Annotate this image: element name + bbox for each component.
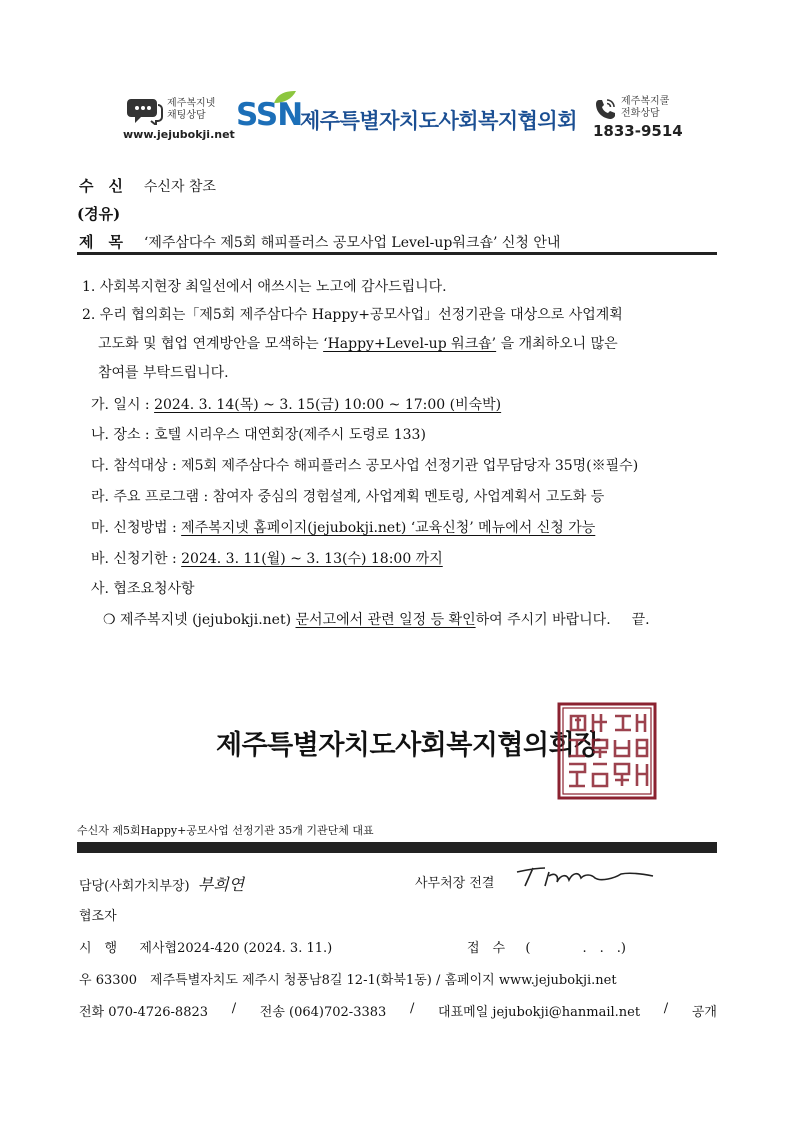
paragraph-1: 1. 사회복지현장 최일선에서 애쓰시는 노고에 감사드립니다. (82, 279, 447, 295)
recipient-label: 수 신 (79, 177, 123, 195)
via-label: (경유) (77, 205, 121, 223)
header-org-name: 제주특별자치도사회복지협의회 (300, 109, 578, 133)
enforce-label: 시 행 (79, 941, 118, 956)
separator: / (409, 1001, 415, 1016)
receipt-label: 접 수 (467, 941, 506, 956)
item-ba-deadline (91, 548, 443, 568)
paragraph-2-line2 (98, 333, 618, 353)
email[interactable]: 대표메일 jejubokji@hanmail.net (438, 1005, 641, 1020)
recipient-line (79, 175, 216, 196)
call-consult-label (621, 96, 669, 120)
workshop-name: ‘Happy+Level-up 워크숍’ (323, 336, 497, 352)
address-line: 우 63300 제주특별자치도 제주시 청풍남8길 12-1(화북1동) / 홈페이지 www.jejubokji.net (79, 973, 617, 988)
item-label: 마. 신청방법 : (91, 520, 182, 536)
separator: / (231, 1001, 237, 1016)
sender-name: 제주특별자치도사회복지협의회장 (216, 730, 600, 761)
recipient-value: 수신자 참조 (143, 179, 216, 195)
item-ra-program: 라. 주요 프로그램 : 참여자 중심의 경험설계, 사업계획 멘토링, 사업계획서 고도화 등 (91, 489, 605, 505)
chat-consult-label (167, 98, 215, 122)
item-label: 가. 일시 : (91, 397, 155, 413)
p2-text: 고도화 및 협업 연계방안을 모색하는 (98, 336, 319, 352)
separator: / (663, 1001, 669, 1016)
subject-label: 제 목 (79, 233, 123, 251)
enforcement-row (79, 937, 332, 956)
approver-signature-icon (515, 862, 655, 890)
fax: 전송 (064)702-3383 (259, 1005, 387, 1020)
enforce-value: 제사협2024-420 (2024. 3. 11.) (139, 941, 333, 956)
subject-line (79, 231, 560, 252)
drafter-label: 담당(사회가치부장) (79, 879, 190, 894)
subject-divider (77, 252, 717, 255)
paragraph-2-line1: 2. 우리 협의회는「제5회 제주삼다수 Happy+공모사업」선정기관을 대상으로 사업계획 (82, 307, 623, 323)
cooperation-bullet (103, 609, 650, 629)
receipt-value: ( . . .) (525, 941, 626, 956)
contact-line (79, 1001, 717, 1020)
disclosure: 공개 (691, 1005, 717, 1020)
call-label-line2: 전화상담 (621, 108, 660, 119)
method-value: 제주복지넷 홈페이지(jejubokji.net) ‘교육신청’ 메뉴에서 신청 가능 (181, 520, 596, 536)
item-ma-method (91, 517, 595, 537)
bullet-text: ❍ 제주복지넷 (jejubokji.net) (103, 612, 296, 628)
subject-value: ‘제주삼다수 제5회 해피플러스 공모사업 Level-up워크숍’ 신청 안내 (143, 235, 561, 251)
cooperator-label: 협조자 (79, 909, 117, 924)
paragraph-2-line3: 참여를 부탁드립니다. (98, 365, 229, 381)
tel: 전화 070-4726-8823 (79, 1005, 209, 1020)
website-url[interactable]: www.jejubokji.net (123, 128, 235, 141)
chat-label-line2: 채팅상담 (167, 110, 206, 121)
schedule-value: 2024. 3. 14(목) ~ 3. 15(금) 10:00 ~ 17:00 (비숙박) (154, 397, 502, 413)
receipt-row (467, 937, 626, 956)
p2-text-post: 을 개최하오니 많은 (500, 336, 618, 352)
item-da-target: 다. 참석대상 : 제5회 제주삼다수 해피플러스 공모사업 선정기관 업무담당자 35명(※필수) (91, 458, 639, 474)
deadline-value: 2024. 3. 11(월) ~ 3. 13(수) 18:00 까지 (181, 551, 443, 567)
call-label-line1: 제주복지콜 (621, 96, 670, 107)
drafter-row (79, 872, 244, 895)
recipients-line: 수신자 제5회Happy+공모사업 선정기관 35개 기관단체 대표 (77, 824, 374, 837)
official-seal-icon (557, 702, 657, 800)
item-na-venue: 나. 장소 : 호텔 시리우스 대연회장(제주시 도령로 133) (91, 427, 426, 443)
bullet-underlined: 문서고에서 관련 일정 등 확인 (295, 612, 476, 628)
approver-label: 사무처장 전결 (415, 876, 495, 891)
chat-bubble-icon (127, 97, 163, 125)
item-sa-cooperation: 사. 협조요청사항 (91, 581, 195, 597)
phone-number[interactable]: 1833-9514 (593, 122, 683, 140)
letterhead (0, 85, 793, 145)
bullet-text-post: 하여 주시기 바랍니다. (475, 612, 611, 628)
phone-icon (593, 97, 617, 121)
brand-logo: SSN (236, 97, 303, 133)
chat-label-line1: 제주복지넷 (167, 98, 216, 109)
item-ga-schedule (91, 394, 501, 414)
end-mark: 끝. (631, 612, 650, 628)
footer-divider (77, 842, 717, 853)
drafter-signature: 부희연 (197, 875, 245, 894)
item-label: 바. 신청기한 : (91, 551, 182, 567)
